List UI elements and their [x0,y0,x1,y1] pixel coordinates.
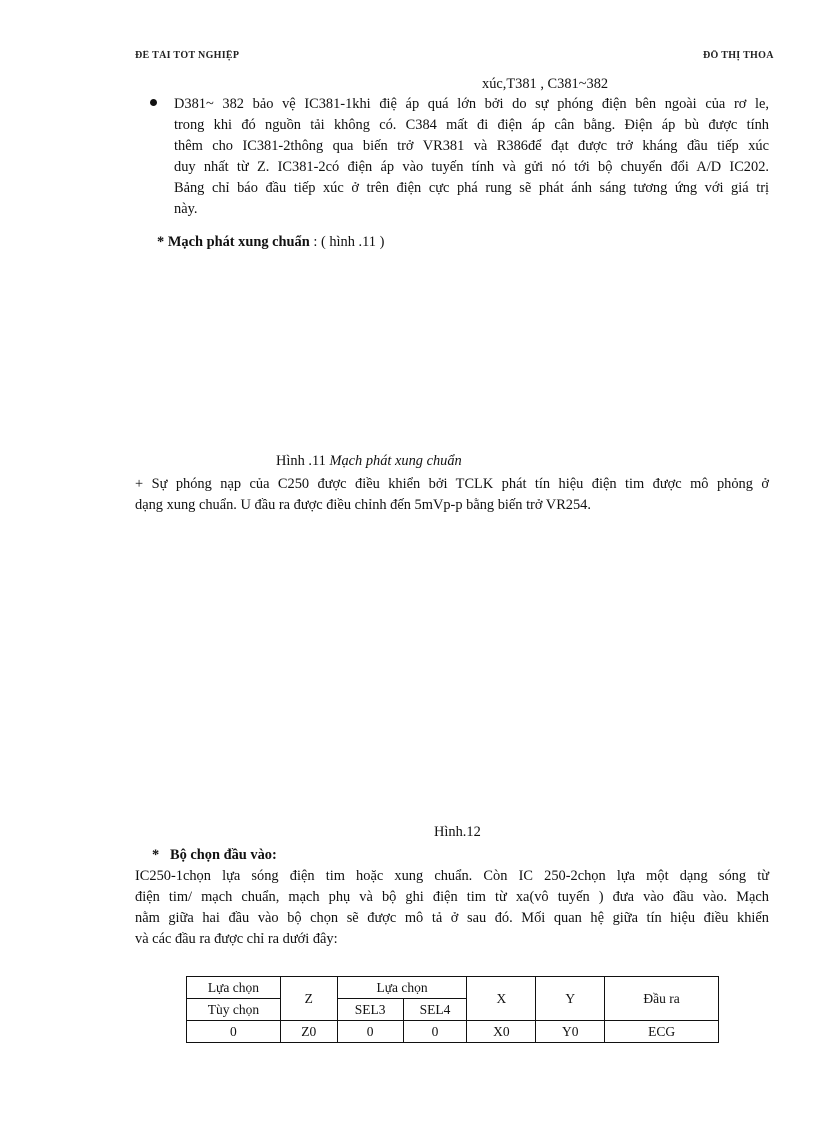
section-heading-pulse-generator [157,232,384,253]
section-marker: * [157,234,165,250]
paragraph-line: + Sự phóng nạp của C250 được điều khiển bởi TCLK phát tín hiệu điện tim được mô phỏng ở [135,476,769,492]
table-cell: 0 [403,1021,467,1043]
table-header-cell: Z [280,977,337,1021]
table-cell: Y0 [536,1021,605,1043]
bullet-line: trong khi đó nguồn tải không có. C384 mất đi điện áp cân bằng. Điện áp bù được tính [174,117,769,133]
paragraph-line: và các đầu ra được chỉ ra dưới đây: [135,931,338,947]
section-figure-ref: : ( hình .11 ) [313,234,385,250]
section-heading-input-selector [152,845,277,866]
figure-title: Mạch phát xung chuẩn [329,453,462,469]
table-header-row [187,977,719,999]
table-header-cell: Lựa chọn [337,977,467,999]
paragraph-line: điện tim/ mạch chuẩn, mạch phụ và bộ ghi điện tim từ xa(vô tuyến ) đưa vào đầu vào. Mạch [135,889,769,905]
section-title: Bộ chọn đầu vào: [170,847,277,863]
table-header-cell: X [467,977,536,1021]
table-header-cell: SEL4 [403,999,467,1021]
header-right-author: ĐỖ THỊ THOA [703,50,774,61]
bullet-line: duy nhất từ Z. IC381-2có điện áp vào tuyến tính và gửi nó tới bộ chuyển đổi A/D IC202. [174,159,769,175]
section-marker: * [152,847,160,863]
table-row [187,1021,719,1043]
figure-12-caption: Hình.12 [434,824,481,840]
section-title: Mạch phát xung chuẩn [167,234,310,250]
table-cell: 0 [187,1021,281,1043]
header-left-title: ĐỀ TÀI TỐT NGHIỆP [135,50,240,61]
table-cell: 0 [337,1021,403,1043]
table-header-cell: Đầu ra [605,977,719,1021]
table-header-cell: SEL3 [337,999,403,1021]
bullet-line: D381~ 382 bảo vệ IC381-1khi điệ áp quá lớn bởi do sự phóng điện bên ngoài của rơ le, [174,96,769,112]
bullet-line: thêm cho IC381-2thông qua biến trở VR381 và R386để đạt được trở kháng đầu tiếp xúc [174,138,769,154]
table-cell: X0 [467,1021,536,1043]
paragraph-line: dạng xung chuẩn. U đầu ra được điều chỉnh đến 5mVp-p bằng biến trở VR254. [135,497,591,513]
table-header-cell: Tùy chọn [187,999,281,1021]
bullet-dot-icon [150,99,157,106]
intro-line: xúc,T381 , C381~382 [482,76,609,92]
paragraph-pulse-discharge [135,474,769,516]
paragraph-input-selector [135,866,769,950]
table-cell: Z0 [280,1021,337,1043]
bullet-line: này. [174,201,198,217]
table-cell: ECG [605,1021,719,1043]
paragraph-line: nằm giữa hai đầu vào bộ chọn sẽ được mô tả ở sau đó. Mối quan hệ giữa tín hiệu điều khiển [135,910,769,926]
paragraph-line: IC250-1chọn lựa sóng điện tim hoặc xung chuẩn. Còn IC 250-2chọn lựa một dạng sóng từ [135,868,769,884]
selector-table [186,976,719,1043]
figure-11-caption [276,451,462,472]
bullet-line: Bảng chỉ báo đầu tiếp xúc ở trên điện cực phá rung sẽ phát ánh sáng tương ứng với giá trị [174,180,769,196]
table-header-cell: Lựa chọn [187,977,281,999]
table-header-cell: Y [536,977,605,1021]
figure-label: Hình .11 [276,453,326,469]
bullet-paragraph [174,94,769,220]
